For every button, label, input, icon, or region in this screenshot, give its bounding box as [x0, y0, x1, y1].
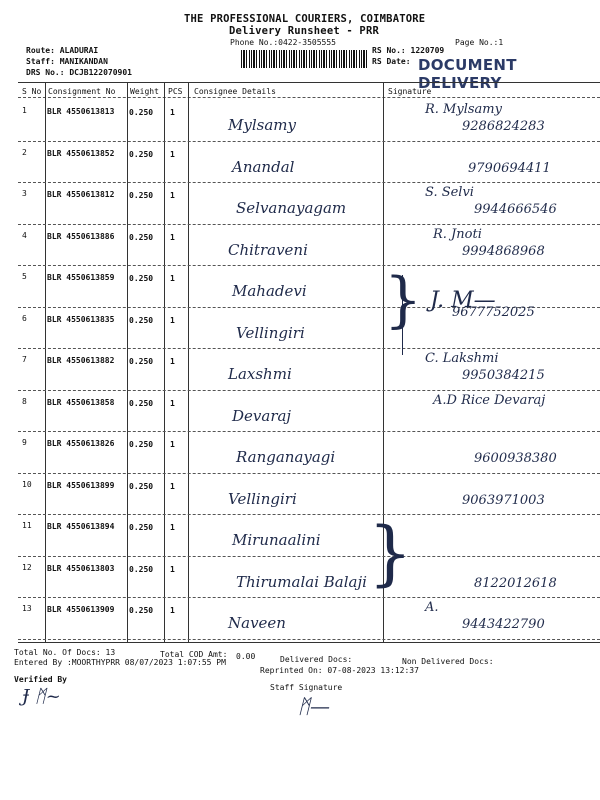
row-sno: 9	[22, 438, 27, 447]
row-consignment-no: BLR 4550613852	[47, 148, 115, 158]
row-consignee-name: Thirumalai Balaji	[236, 572, 367, 591]
barcode	[241, 50, 367, 68]
col-header-sno: S No	[22, 87, 42, 96]
row-sno: 6	[22, 313, 27, 323]
row-sno: 7	[22, 355, 27, 364]
row-separator	[18, 431, 600, 432]
row-pcs: 1	[170, 232, 175, 242]
row-consignee-name: Ranganayagi	[236, 448, 336, 466]
row-weight: 0.250	[129, 232, 154, 242]
row-signature-phone: 9944666546	[474, 202, 557, 217]
row-sno: 2	[22, 147, 27, 157]
row-pcs: 1	[170, 191, 175, 200]
row-pcs: 1	[170, 606, 175, 615]
col-divider	[164, 82, 165, 642]
row-signature-phone: 9790694411	[468, 160, 551, 176]
row-weight: 0.250	[129, 398, 154, 408]
row-separator	[18, 141, 600, 142]
row-consignment-no: BLR 4550613813	[47, 107, 115, 116]
row-separator	[18, 265, 600, 266]
row-consignment-no: BLR 4550613859	[47, 273, 115, 282]
row-separator	[18, 556, 600, 557]
row-signature-phone: 9443422790	[462, 617, 545, 632]
col-header-signature: Signature	[388, 87, 432, 96]
brace-line	[402, 275, 403, 355]
row-pcs: 1	[170, 440, 175, 449]
row-consignment-no: BLR 4550613835	[47, 314, 115, 324]
verified-by-signature: Ɉ ᛗ~	[22, 686, 61, 707]
row-separator	[18, 182, 600, 183]
total-docs: Total No. Of Docs: 13	[14, 648, 116, 657]
phone-number: Phone No.:0422-3505555	[230, 38, 336, 47]
row-signature: S. Selvi	[425, 185, 474, 200]
row-sno: 3	[22, 189, 27, 198]
table-bottom-border	[18, 642, 600, 643]
row-weight: 0.250	[129, 191, 154, 200]
row-consignee-name: Laxshmi	[228, 365, 292, 383]
header-separator	[18, 97, 600, 98]
row-consignee-name: Selvanayagam	[236, 199, 347, 217]
row-sno: 8	[22, 396, 27, 406]
drs-number: DRS No.: DCJB122070901	[26, 68, 132, 77]
staff: Staff: MANIKANDAN	[26, 57, 108, 66]
row-signature-phone: 9063971003	[462, 492, 545, 508]
staff-signature-mark: ᛗ—	[298, 694, 330, 718]
row-sno: 4	[22, 230, 27, 240]
staff-signature-label: Staff Signature	[270, 683, 343, 692]
row-signature: A.	[425, 600, 439, 615]
row-consignee-name: Anandal	[232, 157, 295, 176]
row-weight: 0.250	[129, 149, 154, 159]
row-weight: 0.250	[129, 357, 154, 366]
row-sno: 10	[22, 479, 32, 489]
total-cod-value: 0.00	[236, 652, 256, 661]
row-consignee-name: Vellingiri	[228, 489, 297, 508]
row-sno: 1	[22, 106, 27, 115]
row-weight: 0.250	[129, 481, 154, 491]
col-divider	[188, 82, 189, 642]
row-separator	[18, 390, 600, 391]
group-signature-phone: 9677752025	[452, 305, 535, 320]
col-header-pcs: PCS	[168, 87, 183, 96]
rs-date: RS Date:	[372, 57, 411, 66]
row-consignee-name: Mahadevi	[232, 282, 307, 300]
non-delivered-docs: Non Delivered Docs:	[402, 657, 494, 666]
row-group-brace: }	[368, 512, 413, 594]
row-pcs: 1	[170, 564, 175, 574]
row-separator	[18, 224, 600, 225]
row-signature-phone: 9286824283	[462, 119, 545, 134]
document-delivery-stamp: DOCUMENT DELIVERY	[418, 56, 517, 92]
row-separator	[18, 348, 600, 349]
row-consignment-no: BLR 4550613909	[47, 605, 115, 614]
row-weight: 0.250	[129, 606, 154, 615]
row-sno: 12	[22, 562, 32, 572]
row-separator	[18, 639, 600, 640]
row-separator	[18, 514, 600, 515]
row-group-brace: }	[384, 265, 423, 335]
row-consignee-name: Devaraj	[232, 406, 292, 425]
row-pcs: 1	[170, 274, 175, 283]
row-weight: 0.250	[129, 564, 154, 574]
row-signature-phone: 9950384215	[462, 368, 545, 383]
verified-by-label: Verified By	[14, 675, 67, 684]
row-consignment-no: BLR 4550613858	[47, 397, 115, 407]
row-separator	[18, 597, 600, 598]
row-weight: 0.250	[129, 315, 154, 325]
row-weight: 0.250	[129, 274, 154, 283]
col-header-consignment: Consignment No	[48, 87, 116, 96]
row-signature: R. Jnoti	[433, 226, 482, 242]
row-consignment-no: BLR 4550613882	[47, 356, 115, 365]
row-consignee-name: Mylsamy	[228, 116, 296, 134]
row-signature-phone: 9600938380	[474, 451, 557, 466]
row-pcs: 1	[170, 315, 175, 325]
row-signature: A.D Rice Devaraj	[433, 392, 546, 408]
row-weight: 0.250	[129, 440, 154, 449]
row-signature-phone: 9994868968	[462, 243, 545, 259]
row-pcs: 1	[170, 108, 175, 117]
row-consignment-no: BLR 4550613886	[47, 231, 115, 241]
total-cod-label: Total COD Amt:	[160, 650, 228, 659]
row-pcs: 1	[170, 357, 175, 366]
col-divider	[127, 82, 128, 642]
row-signature: C. Lakshmi	[425, 351, 499, 366]
reprinted-on: Reprinted On: 07-08-2023 13:12:37	[260, 666, 419, 675]
rs-number: RS No.: 1220709	[372, 46, 445, 55]
row-consignment-no: BLR 4550613899	[47, 480, 115, 490]
row-consignee-name: Chitraveni	[228, 240, 308, 259]
col-header-consignee: Consignee Details	[194, 87, 276, 96]
row-signature-phone: 8122012618	[474, 575, 557, 591]
group-signature-mark: J. M—	[430, 288, 496, 313]
row-pcs: 1	[170, 398, 175, 408]
delivered-docs: Delivered Docs:	[280, 655, 353, 664]
table-top-border	[18, 82, 600, 83]
row-consignment-no: BLR 4550613894	[47, 522, 115, 531]
col-divider	[45, 82, 46, 642]
row-separator	[18, 473, 600, 474]
row-consignee-name: Naveen	[228, 614, 286, 632]
company-name: THE PROFESSIONAL COURIERS, COIMBATORE	[184, 13, 426, 25]
row-consignment-no: BLR 4550613803	[47, 563, 115, 573]
row-signature: R. Mylsamy	[425, 102, 502, 117]
row-consignee-name: Vellingiri	[236, 323, 305, 342]
row-consignee-name: Mirunaalini	[232, 531, 321, 549]
col-header-weight: Weight	[130, 87, 159, 96]
row-weight: 0.250	[129, 108, 154, 117]
row-sno: 11	[22, 521, 32, 530]
row-weight: 0.250	[129, 523, 154, 532]
sheet-title: Delivery Runsheet - PRR	[229, 25, 379, 37]
row-pcs: 1	[170, 523, 175, 532]
page-number: Page No.:1	[455, 38, 504, 47]
row-pcs: 1	[170, 149, 175, 159]
row-consignment-no: BLR 4550613826	[47, 439, 115, 448]
row-consignment-no: BLR 4550613812	[47, 190, 115, 199]
row-pcs: 1	[170, 481, 175, 491]
route: Route: ALADURAI	[26, 46, 99, 55]
entered-by: Entered By :MOORTHYPRR 08/07/2023 1:07:55 PM	[14, 658, 226, 667]
row-sno: 5	[22, 272, 27, 281]
row-sno: 13	[22, 604, 32, 613]
